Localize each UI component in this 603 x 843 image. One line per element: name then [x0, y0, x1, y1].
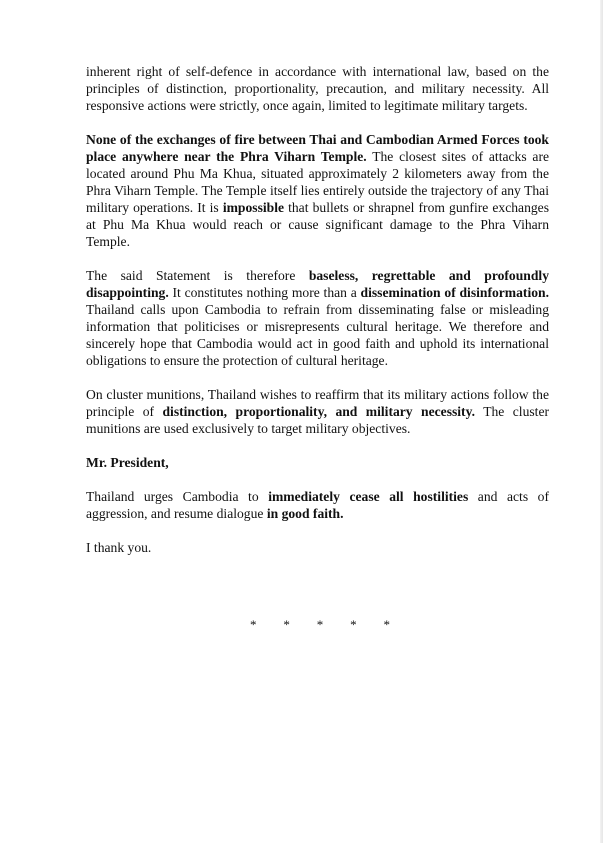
paragraph-urges-cambodia: [86, 488, 549, 522]
paragraph-self-defence: [86, 63, 549, 114]
asterisk-mark: *: [350, 617, 357, 632]
text-segment-bold: baseless, regrettable and profoundly disappointing.: [86, 268, 549, 300]
text-segment: The said Statement is therefore: [86, 268, 309, 283]
text-segment: I thank you.: [86, 540, 152, 555]
text-segment-bold: immediately cease all hostilities: [268, 489, 469, 504]
text-segment: The cluster munitions are used exclusively to target military objectives.: [86, 404, 550, 436]
paragraph-cluster-munitions: [86, 386, 549, 437]
asterisk-mark: *: [383, 617, 390, 632]
text-segment-bold: None of the exchanges of fire between Thai and Cambodian Armed Forces took place anywhere near the Phra Viharn Temple.: [86, 132, 549, 164]
text-segment: It constitutes nothing more than a: [168, 285, 361, 300]
text-segment: The closest sites of attacks are located around Phu Ma Khua, situated approximately 2 kilometers away from the Phra Viharn Temple. The Temple itself lies entirely outside the trajectory of any Thai military operations. It is: [86, 149, 550, 215]
paragraph-salutation: [86, 454, 549, 471]
text-segment-bold: distinction, proportionality, and military necessity.: [162, 404, 476, 419]
text-segment-bold: dissemination of disinformation.: [360, 285, 549, 300]
text-segment: On cluster munitions, Thailand wishes to reaffirm that its military actions follow the principle of: [86, 387, 549, 419]
asterisk-mark: *: [283, 617, 290, 632]
text-segment-bold: in good faith.: [266, 506, 344, 521]
text-segment: inherent right of self-defence in accordance with international law, based on the principles of distinction, proportionality, precaution, and military necessity. All responsive actions were strictly, once again, limited to legitimate military targets.: [86, 64, 549, 113]
paragraph-statement-baseless: [86, 267, 549, 369]
text-segment-bold: impossible: [222, 200, 285, 215]
paragraph-closing: [86, 539, 549, 556]
text-segment: that bullets or shrapnel from gunfire exchanges at Phu Ma Khua would reach or cause significant damage to the Phra Viharn Temple.: [86, 200, 549, 249]
document-body: [86, 63, 549, 573]
asterisk-mark: *: [316, 617, 324, 632]
end-of-document-marks: [250, 617, 390, 633]
text-segment: and acts of aggression, and resume dialogue: [86, 489, 549, 521]
asterisk-mark: *: [250, 617, 257, 632]
text-segment-bold: Mr. President,: [86, 455, 169, 470]
text-segment: Thailand urges Cambodia to: [86, 489, 269, 504]
text-segment: Thailand calls upon Cambodia to refrain from disseminating false or misleading information that politicises or misrepresents cultural heritage. We therefore and sincerely hope that Cambodia would act in good faith and uphold its international obligations to ensure the protection of cultural heritage.: [86, 302, 549, 368]
paragraph-phra-viharn: [86, 131, 549, 250]
